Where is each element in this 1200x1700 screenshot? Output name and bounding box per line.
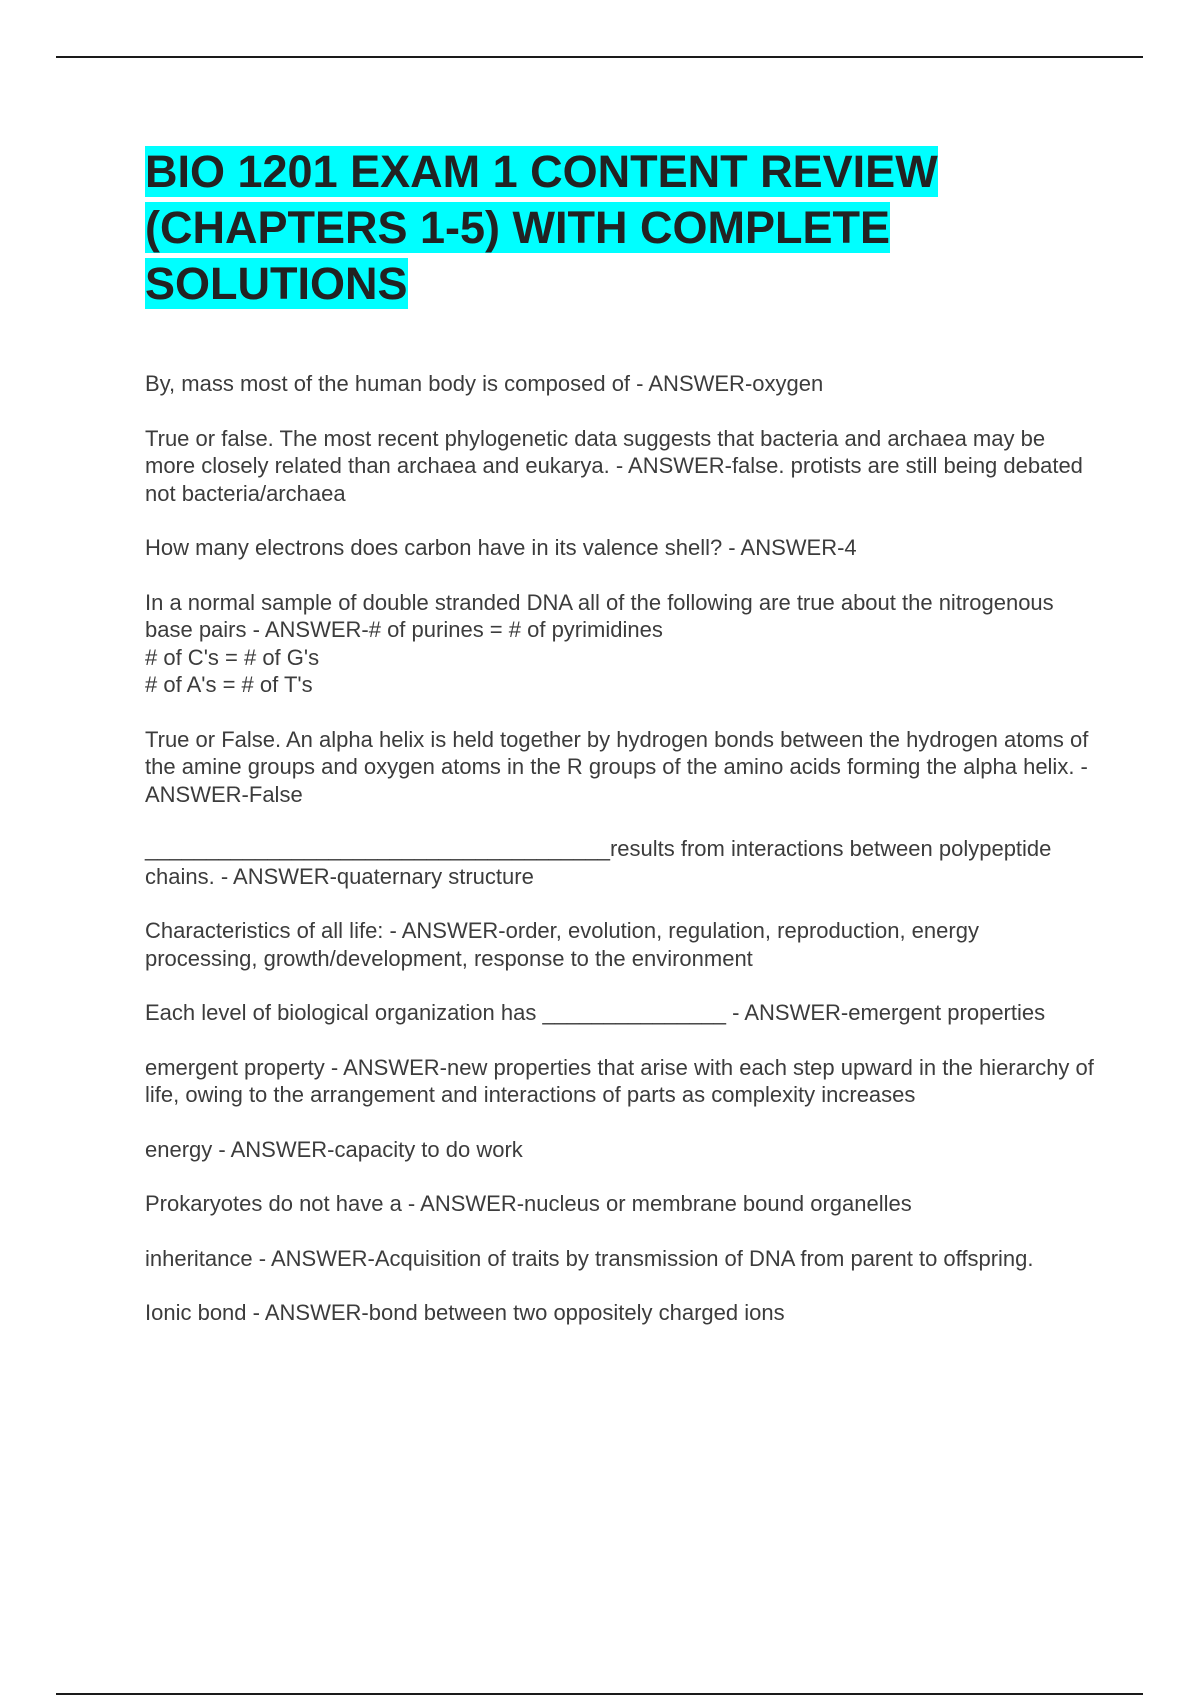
qa-item: Each level of biological organization has _______________ - ANSWER-emergent properties (145, 1000, 1046, 1025)
qa-list (145, 370, 1095, 1327)
qa-item: In a normal sample of double stranded DNA all of the following are true about the nitrogenous base pairs - ANSWER-# of purines = # of pyrimidines # of C's = # of G's # of A's = # of T's (145, 589, 1054, 697)
qa-item: inheritance - ANSWER-Acquisition of traits by transmission of DNA from parent to offspring. (145, 1245, 1034, 1271)
bottom-rule (56, 1693, 1143, 1695)
qa-item: True or false. The most recent phylogenetic data suggests that bacteria and archaea may be more closely related than archaea and eukarya. - ANSWER-false. protists are still being debated not bacteria/archaea (145, 425, 1083, 506)
qa-item: Characteristics of all life: - ANSWER-order, evolution, regulation, reproduction, energy processing, growth/development, response to the environment (145, 918, 979, 971)
qa-item: Prokaryotes do not have a - ANSWER-nucleus or membrane bound organelles (145, 1191, 912, 1216)
qa-item: True or False. An alpha helix is held together by hydrogen bonds between the hydrogen atoms of the amine groups and oxygen atoms in the R groups of the amino acids forming the alpha helix. - ANSWER-False (145, 726, 1089, 807)
qa-item: energy - ANSWER-capacity to do work (145, 1136, 523, 1162)
qa-item: ______________________________________results from interactions between polypeptide chains. - ANSWER-quaternary structure (145, 836, 1052, 889)
qa-item: Ionic bond - ANSWER-bond between two oppositely charged ions (145, 1300, 785, 1325)
top-rule (56, 56, 1143, 58)
qa-item: emergent property - ANSWER-new properties that arise with each step upward in the hierarchy of life, owing to the arrangement and interactions of parts as complexity increases (145, 1054, 1094, 1107)
qa-item: By, mass most of the human body is composed of - ANSWER-oxygen (145, 371, 824, 396)
document-title (145, 144, 1045, 312)
qa-item: How many electrons does carbon have in its valence shell? - ANSWER-4 (145, 535, 857, 560)
title-highlight: BIO 1201 EXAM 1 CONTENT REVIEW (CHAPTERS 1-5) WITH COMPLETE SOLUTIONS (145, 146, 938, 309)
document-body (145, 144, 1095, 1354)
